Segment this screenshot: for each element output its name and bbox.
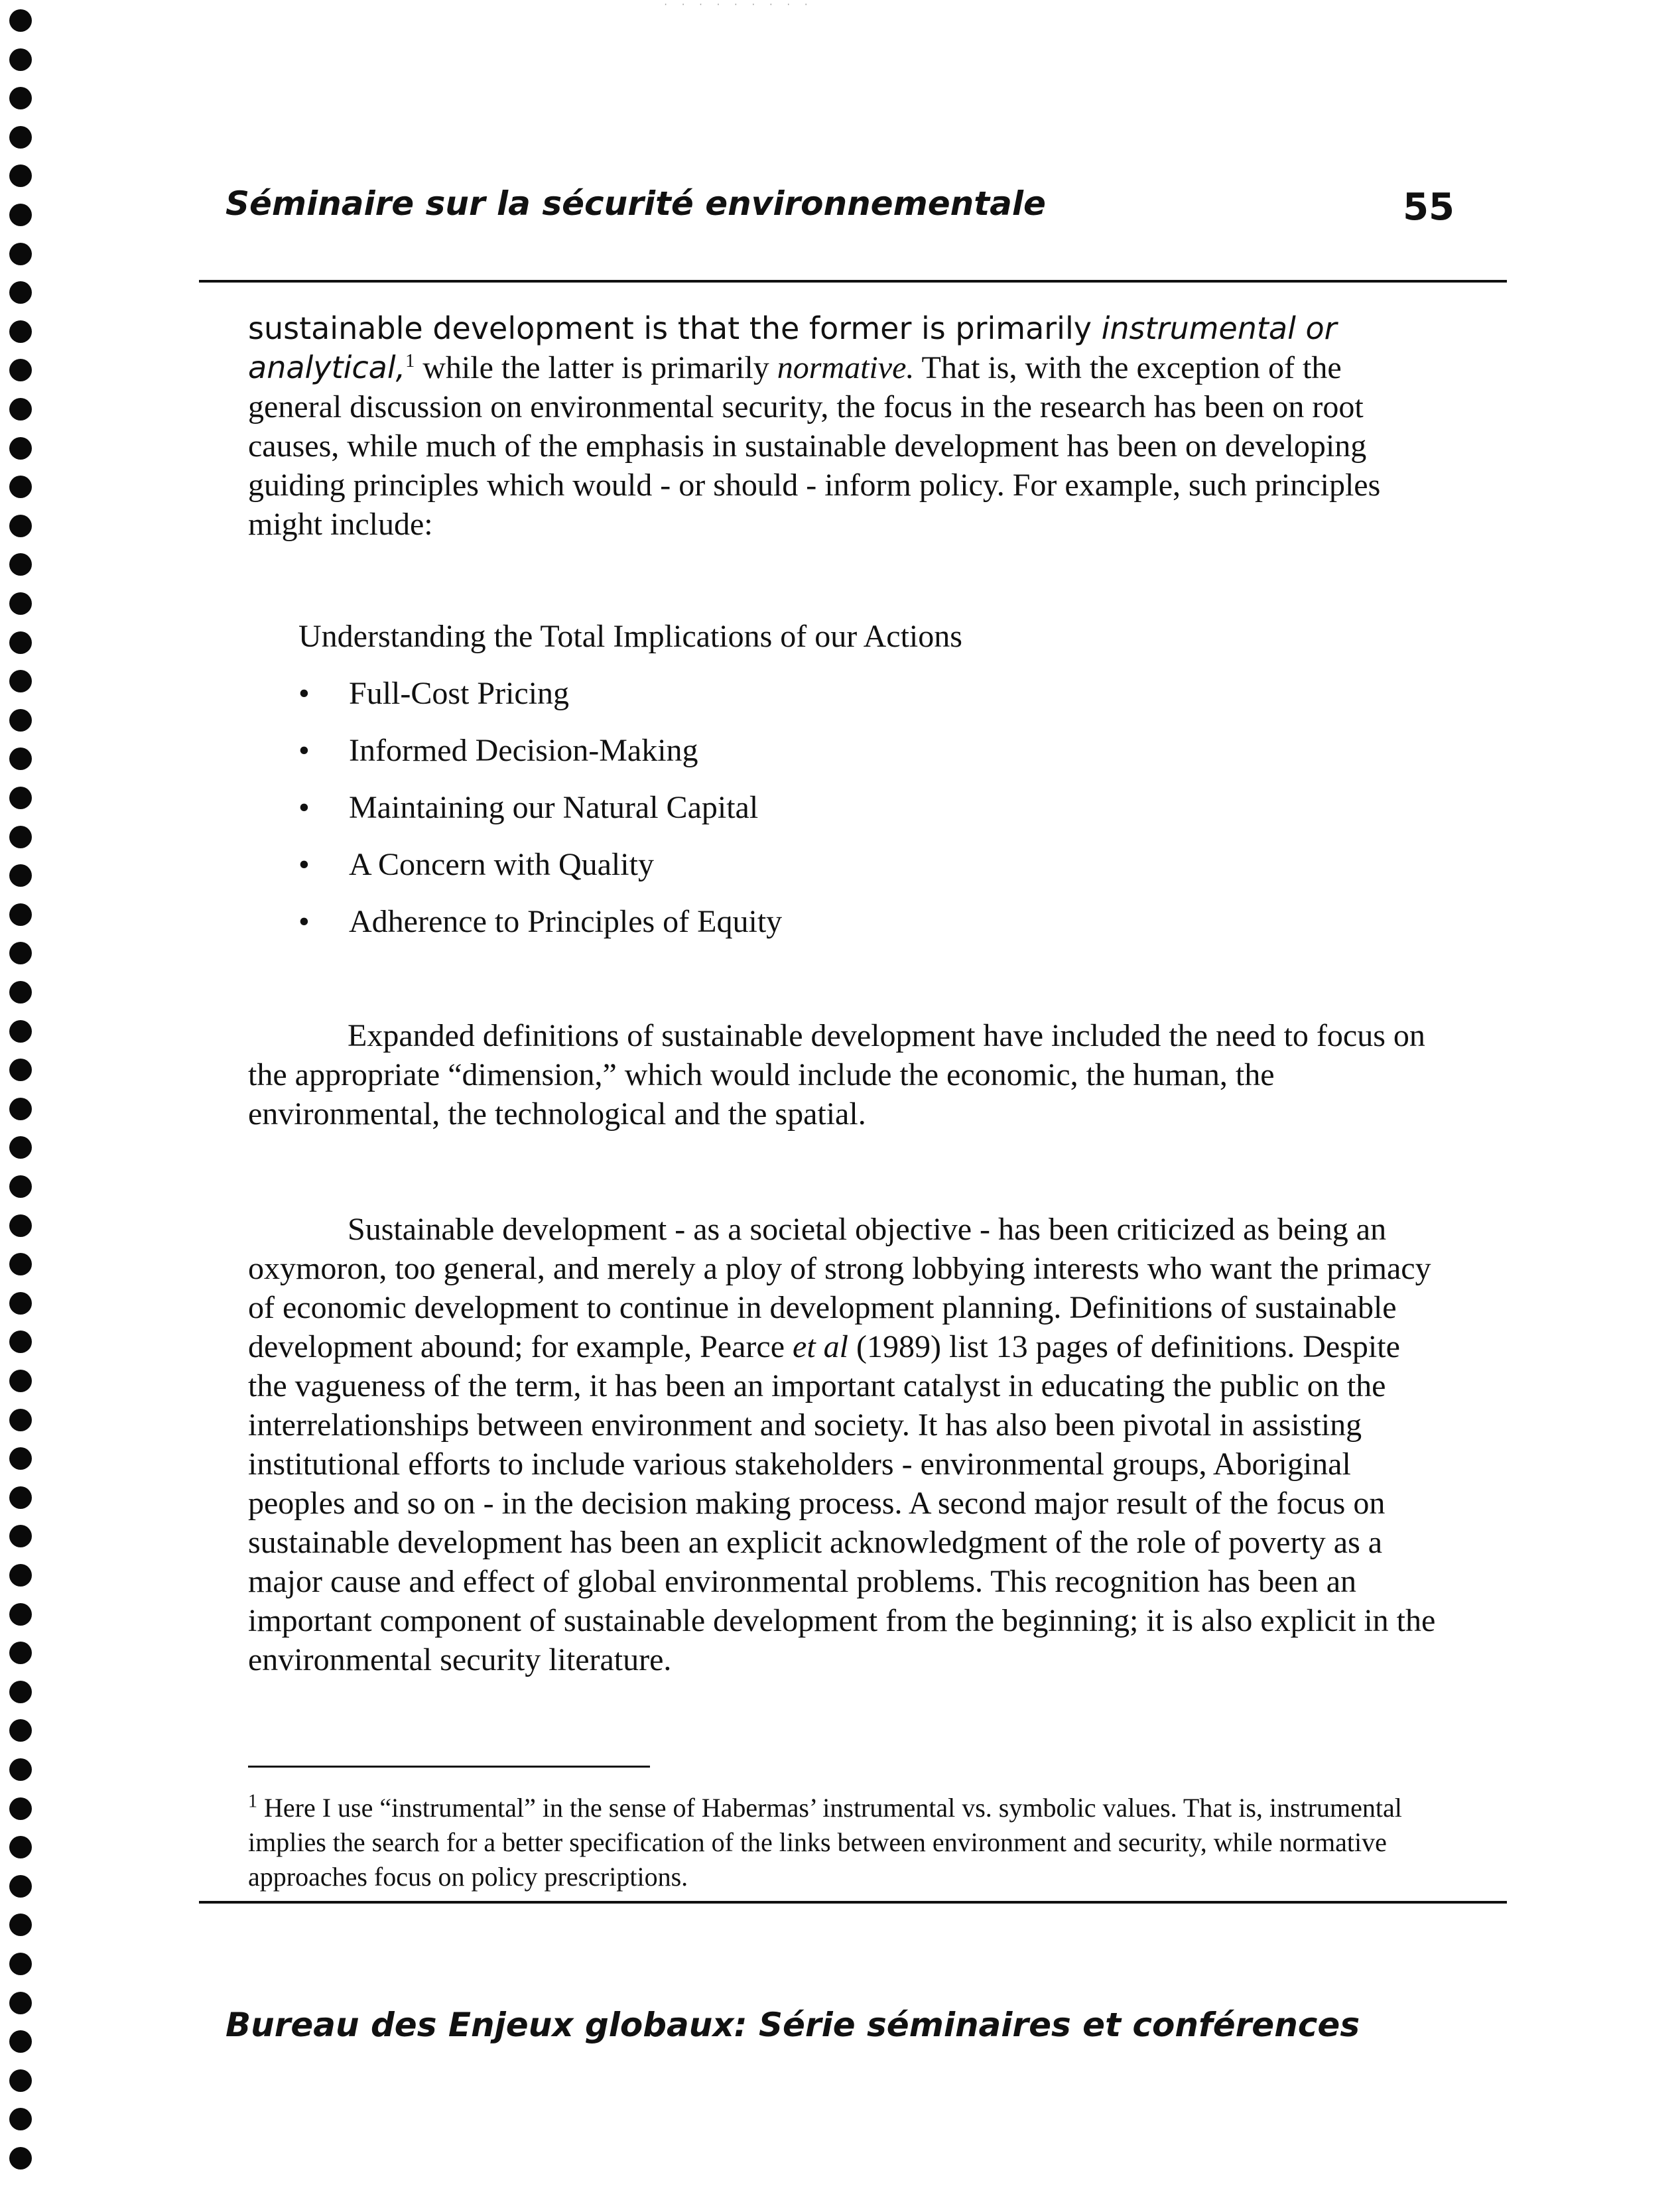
binding-hole-icon bbox=[9, 1059, 32, 1081]
paragraph-3-text: Sustainable development - as a societal objective - has been criticized as being an oxymoron, too general, and merely a ploy of strong lobbying interests who want the primacy of economic development to continue in development planning. Definitions of sustainable development abound; for example, Pearce bbox=[248, 1212, 1431, 1364]
list-item-label: Adherence to Principles of Equity bbox=[349, 904, 783, 939]
binding-hole-icon bbox=[9, 2147, 32, 2170]
bullet-icon: • bbox=[298, 676, 310, 711]
binding-hole-icon bbox=[9, 1331, 32, 1353]
list-item-label: A Concern with Quality bbox=[349, 847, 654, 882]
binding-hole-icon bbox=[9, 1642, 32, 1664]
list-item-label: Informed Decision-Making bbox=[349, 733, 698, 768]
page-number: 55 bbox=[1403, 186, 1454, 229]
binding-hole-icon bbox=[9, 1020, 32, 1043]
running-head: Séminaire sur la sécurité environnementale bbox=[226, 184, 1046, 223]
bullet-icon: • bbox=[298, 790, 310, 825]
binding-hole-icon bbox=[9, 87, 32, 109]
binding-hole-icon bbox=[9, 1719, 32, 1742]
binding-holes bbox=[7, 9, 36, 2198]
binding-hole-icon bbox=[9, 1409, 32, 1431]
bullet-icon: • bbox=[298, 733, 310, 768]
binding-hole-icon bbox=[9, 787, 32, 809]
binding-hole-icon bbox=[9, 1098, 32, 1120]
paragraph-1 bbox=[248, 309, 1442, 544]
binding-hole-icon bbox=[9, 1914, 32, 1936]
running-foot: Bureau des Enjeux globaux: Série séminaires et conférences bbox=[226, 2006, 1360, 2044]
binding-hole-icon bbox=[9, 1875, 32, 1898]
binding-hole-icon bbox=[9, 1447, 32, 1470]
binding-hole-icon bbox=[9, 1253, 32, 1275]
footnote-reference: 1 bbox=[405, 351, 415, 371]
binding-hole-icon bbox=[9, 359, 32, 381]
binding-hole-icon bbox=[9, 2108, 32, 2130]
paragraph-2 bbox=[248, 1016, 1442, 1134]
binding-hole-icon bbox=[9, 1525, 32, 1547]
binding-hole-icon bbox=[9, 2030, 32, 2053]
list-item bbox=[298, 789, 782, 846]
binding-hole-icon bbox=[9, 204, 32, 226]
binding-hole-icon bbox=[9, 1953, 32, 1975]
binding-hole-icon bbox=[9, 9, 32, 32]
paragraph-3-text: (1989) list 13 pages of definitions. Despite the vagueness of the term, it has been an important catalyst in educating the public on the interrelationships between environment and society. It has also been pivotal in assisting institutional efforts to include various stakeholders - environmental groups, Aboriginal peoples and so on - in the decision making process. A second major result of the focus on sustainable development has been an explicit acknowledgment of the role of poverty as a major cause and effect of global environmental problems. This recognition has been an important component of sustainable development from the beginning; it is also explicit in the environmental security literature. bbox=[248, 1329, 1436, 1677]
binding-hole-icon bbox=[9, 515, 32, 537]
binding-hole-icon bbox=[9, 592, 32, 615]
footnote bbox=[248, 1791, 1455, 1894]
binding-hole-icon bbox=[9, 1603, 32, 1626]
binding-hole-icon bbox=[9, 631, 32, 654]
binding-hole-icon bbox=[9, 2069, 32, 2092]
binding-hole-icon bbox=[9, 1797, 32, 1820]
principles-title: Understanding the Total Implications of our Actions bbox=[298, 619, 962, 654]
list-item bbox=[298, 732, 782, 789]
binding-hole-icon bbox=[9, 826, 32, 848]
binding-hole-icon bbox=[9, 864, 32, 887]
paragraph-3 bbox=[248, 1210, 1442, 1679]
binding-hole-icon bbox=[9, 1175, 32, 1198]
list-item bbox=[298, 675, 782, 732]
binding-hole-icon bbox=[9, 1370, 32, 1392]
binding-hole-icon bbox=[9, 48, 32, 71]
binding-hole-icon bbox=[9, 670, 32, 692]
binding-hole-icon bbox=[9, 398, 32, 421]
binding-hole-icon bbox=[9, 981, 32, 1004]
binding-hole-icon bbox=[9, 243, 32, 265]
binding-hole-icon bbox=[9, 1564, 32, 1587]
binding-hole-icon bbox=[9, 1214, 32, 1237]
binding-hole-icon bbox=[9, 1758, 32, 1781]
binding-hole-icon bbox=[9, 320, 32, 343]
binding-hole-icon bbox=[9, 437, 32, 460]
header-rule bbox=[199, 280, 1507, 283]
binding-hole-icon bbox=[9, 553, 32, 576]
paragraph-1-text: sustainable development is that the former is primarily bbox=[248, 310, 1102, 346]
footnote-rule bbox=[248, 1766, 650, 1768]
footnote-text: Here I use “instrumental” in the sense of Habermas’ instrumental vs. symbolic values. That is, instrumental implies the search for a better specification of the links between environment and security, while normative approaches focus on policy prescriptions. bbox=[248, 1793, 1402, 1892]
principles-list bbox=[298, 675, 782, 960]
list-item-label: Full-Cost Pricing bbox=[349, 676, 570, 711]
binding-hole-icon bbox=[9, 942, 32, 964]
binding-hole-icon bbox=[9, 126, 32, 149]
binding-hole-icon bbox=[9, 903, 32, 926]
footnote-marker: 1 bbox=[248, 1791, 257, 1812]
binding-hole-icon bbox=[9, 1292, 32, 1315]
paragraph-1-text: while the latter is primarily bbox=[422, 350, 777, 385]
paragraph-1-text: That is, with the exception of the general discussion on environmental security, the focus in the research has been on root causes, while much of the emphasis in sustainable development has been on developing guiding principles which would - or should - inform policy. For example, such principles might include: bbox=[248, 350, 1381, 542]
binding-hole-icon bbox=[9, 476, 32, 498]
binding-hole-icon bbox=[9, 164, 32, 187]
footer-rule bbox=[199, 1901, 1507, 1904]
list-item bbox=[298, 903, 782, 960]
binding-hole-icon bbox=[9, 1836, 32, 1858]
binding-hole-icon bbox=[9, 1992, 32, 2014]
binding-hole-icon bbox=[9, 1486, 32, 1509]
scan-artifact: · · · · · · · · · bbox=[663, 0, 812, 9]
list-item bbox=[298, 846, 782, 903]
binding-hole-icon bbox=[9, 281, 32, 304]
paragraph-2-text: Expanded definitions of sustainable development have included the need to focus on the appropriate “dimension,” which would include the economic, the human, the environmental, the technological and the spatial. bbox=[248, 1018, 1425, 1132]
paragraph-3-emphasis: et al bbox=[793, 1329, 848, 1364]
binding-hole-icon bbox=[9, 709, 32, 732]
bullet-icon: • bbox=[298, 904, 310, 939]
binding-hole-icon bbox=[9, 1681, 32, 1703]
binding-hole-icon bbox=[9, 1136, 32, 1159]
bullet-icon: • bbox=[298, 847, 310, 882]
paragraph-1-emphasis: normative. bbox=[777, 350, 915, 385]
list-item-label: Maintaining our Natural Capital bbox=[349, 790, 759, 825]
binding-hole-icon bbox=[9, 747, 32, 770]
paragraph-1-emphasis: instrumental or analytical, bbox=[248, 310, 1337, 385]
